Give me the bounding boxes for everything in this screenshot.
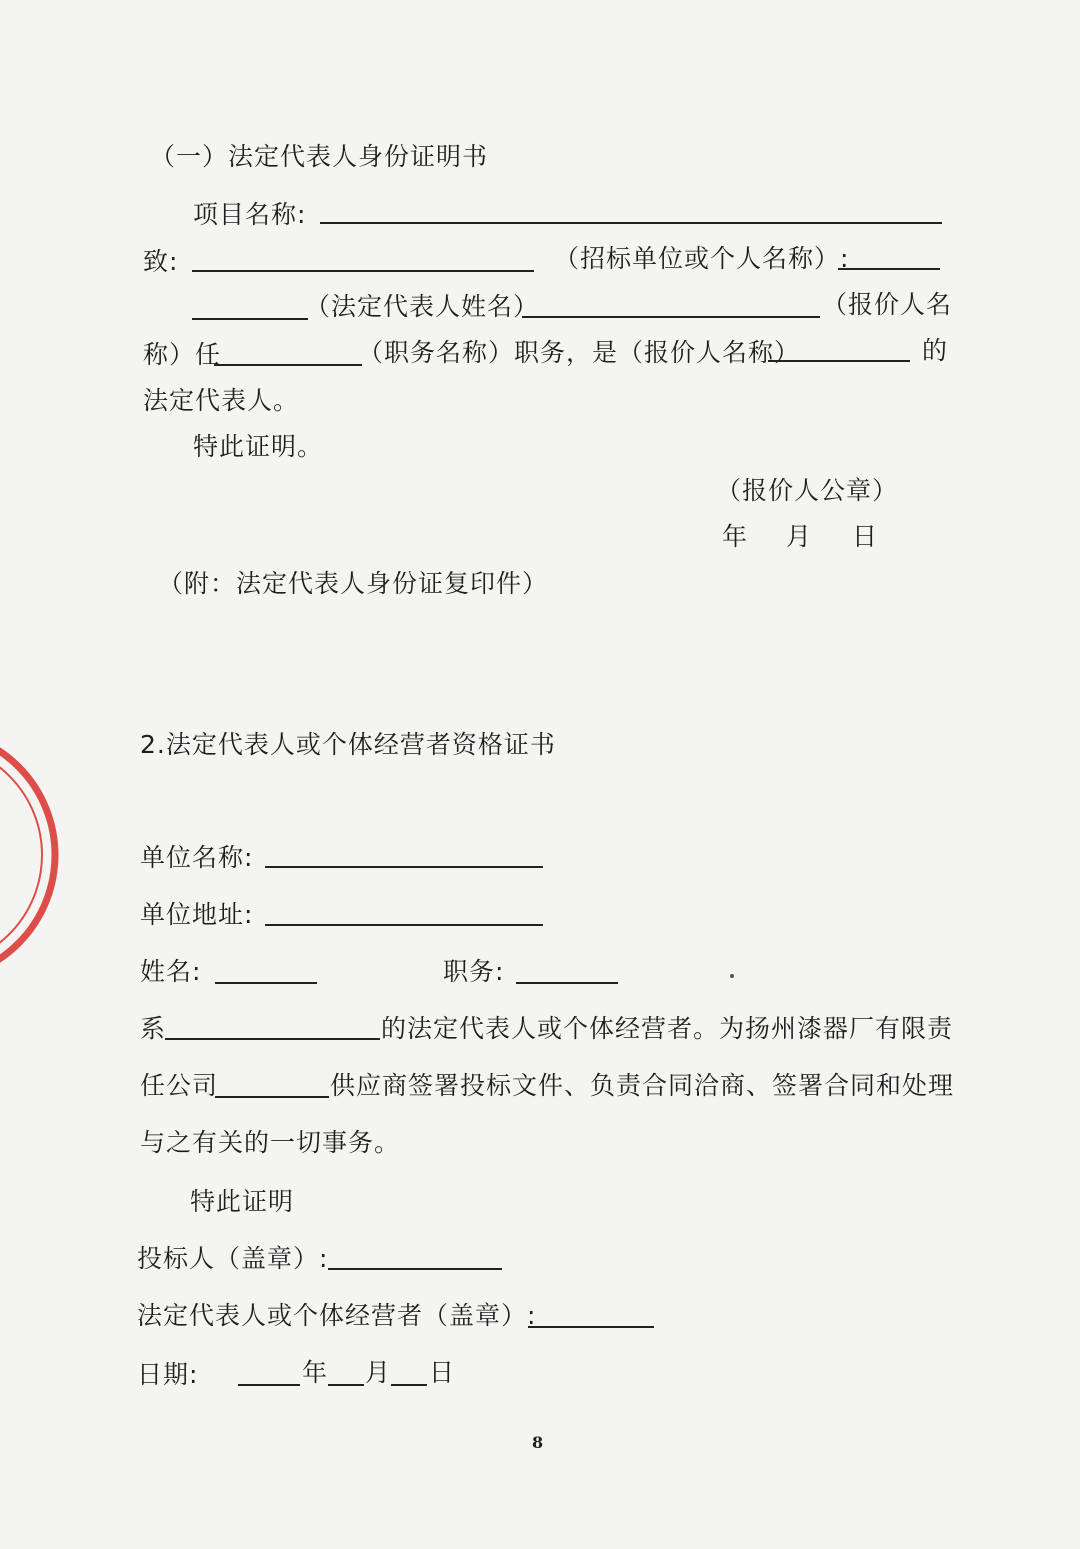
- qualification-line1-prefix: 系: [140, 1014, 167, 1043]
- legal-name-blank-b: [192, 318, 308, 320]
- to-label: 致:: [143, 247, 179, 276]
- section1-heading: （一）法定代表人身份证明书: [150, 142, 489, 171]
- day-text: 日: [429, 1358, 456, 1387]
- certify-text-1: 特此证明。: [193, 432, 324, 461]
- recipient-note: （招标单位或个人名称）:: [554, 244, 850, 273]
- unit-address-label: 单位地址:: [140, 900, 254, 929]
- bidder-name-note-a: （报价人名: [822, 290, 953, 319]
- date-month: 月: [786, 522, 813, 551]
- scan-speck: [730, 974, 734, 978]
- bidder-seal-label: 投标人（盖章）:: [137, 1244, 329, 1273]
- bidder-name-note-b: 称）任: [143, 340, 222, 369]
- de-text: 的: [922, 336, 949, 365]
- rep-seal-blank: [528, 1326, 654, 1328]
- section2-heading: 2.法定代表人或个体经营者资格证书: [140, 730, 556, 759]
- page-number: 8: [532, 1433, 544, 1452]
- entity-blank: [165, 1038, 380, 1040]
- year-text: 年: [302, 1358, 329, 1387]
- unit-name-label: 单位名称:: [140, 843, 254, 872]
- rep-seal-label: 法定代表人或个体经营者（盖章）:: [137, 1301, 537, 1330]
- bidder-name-blank: [522, 316, 820, 318]
- legal-name-blank-a: [838, 268, 940, 270]
- year-blank: [238, 1384, 300, 1386]
- recipient-blank: [192, 270, 534, 272]
- bidder-seal-text: （报价人公章）: [716, 476, 899, 505]
- legal-name-note: （法定代表人姓名）: [305, 292, 540, 321]
- bidder-blank: [768, 360, 910, 362]
- position-blank: [214, 364, 362, 366]
- qualification-line2-prefix: 任公司: [140, 1071, 219, 1100]
- name-label: 姓名:: [140, 957, 202, 986]
- company-seal: [0, 690, 80, 1020]
- name-blank: [215, 982, 317, 984]
- position-label: 职务:: [443, 957, 505, 986]
- date-year: 年: [722, 522, 749, 551]
- legal-rep-text: 法定代表人。: [143, 386, 300, 415]
- position-note: （职务名称）职务，是（报价人名称）: [358, 338, 801, 367]
- qualification-line3: 与之有关的一切事务。: [140, 1128, 401, 1157]
- attachment-note: （附：法定代表人身份证复印件）: [158, 569, 549, 598]
- position-blank-2: [516, 982, 618, 984]
- qualification-line2-suffix: 供应商签署投标文件、负责合同洽商、签署合同和处理: [330, 1071, 955, 1100]
- unit-address-blank: [265, 924, 543, 926]
- certify-text-2: 特此证明: [190, 1187, 295, 1216]
- date-day: 日: [852, 522, 879, 551]
- date-label: 日期:: [137, 1360, 199, 1389]
- day-blank: [391, 1384, 427, 1386]
- project-name-blank: [320, 222, 942, 224]
- unit-name-blank: [265, 866, 543, 868]
- supplier-blank: [215, 1096, 329, 1098]
- qualification-line1-suffix: 的法定代表人或个体经营者。为扬州漆器厂有限责: [381, 1014, 954, 1043]
- month-blank: [328, 1384, 364, 1386]
- project-name-label: 项目名称:: [193, 200, 307, 229]
- month-text: 月: [365, 1358, 392, 1387]
- bidder-seal-blank: [328, 1268, 502, 1270]
